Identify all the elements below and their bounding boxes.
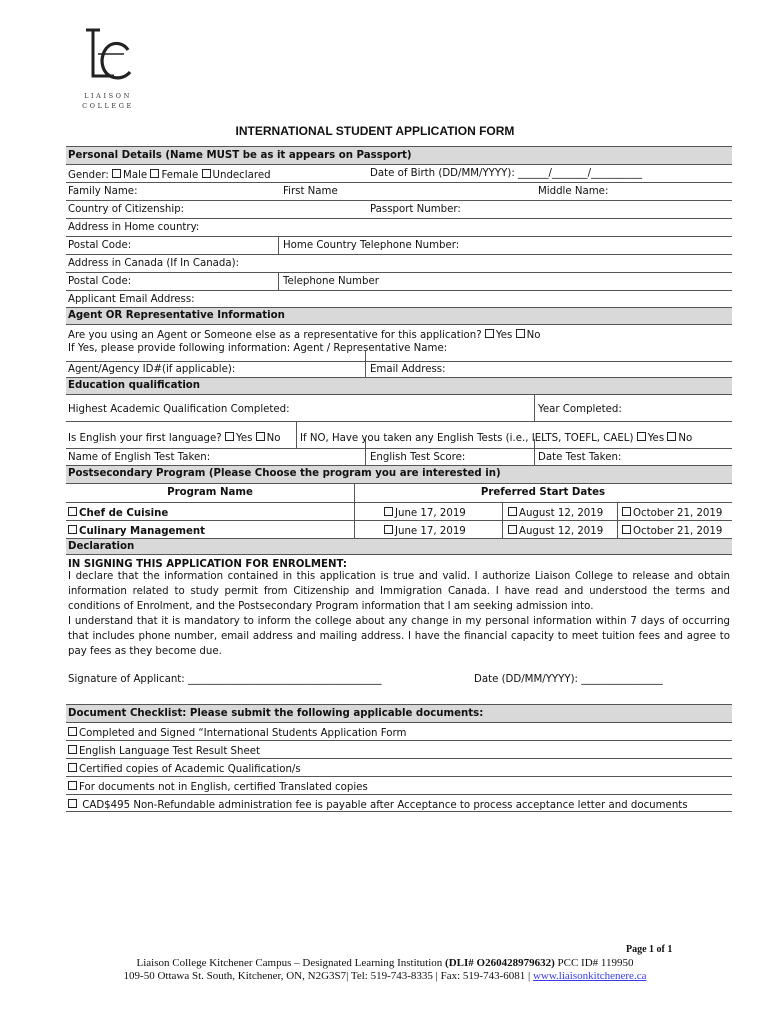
agent-yes-checkbox[interactable] [485, 329, 494, 338]
agent-no-checkbox[interactable] [516, 329, 525, 338]
start-date-option [508, 507, 603, 519]
english-first-language [68, 432, 281, 444]
october-checkbox[interactable] [622, 525, 631, 534]
section-title: Document Checklist: Please submit the following applicable documents: [68, 708, 484, 719]
divider [278, 273, 279, 290]
checklist-option [68, 727, 406, 739]
checklist-checkbox[interactable] [68, 727, 77, 736]
agent-question-row [66, 324, 732, 361]
postal-row [66, 236, 732, 254]
middle-name-field[interactable]: Middle Name: [538, 186, 609, 197]
divider [534, 439, 535, 465]
divider [617, 503, 618, 520]
start-date-option [622, 507, 722, 519]
june-checkbox[interactable] [384, 525, 393, 534]
program-name: Chef de Cuisine [79, 508, 169, 519]
logo-line-1: LIAISON [84, 92, 132, 100]
start-date: June 17, 2019 [395, 526, 466, 537]
footer-pcc: PCC ID# 119950 [554, 957, 634, 969]
start-date-option [384, 507, 466, 519]
checklist-checkbox[interactable] [68, 781, 77, 790]
checklist-option [68, 745, 260, 757]
website-link[interactable]: www.liaisonkitchenere.ca [532, 970, 647, 982]
checklist-checkbox[interactable] [68, 799, 77, 808]
program-name: Culinary Management [79, 526, 206, 537]
home-address-field[interactable]: Address in Home country: [68, 222, 200, 233]
telephone-field[interactable]: Telephone Number [283, 276, 379, 287]
start-date: June 17, 2019 [395, 508, 466, 519]
declaration-header [66, 538, 732, 554]
education-header [66, 377, 732, 394]
home-phone-field[interactable]: Home Country Telephone Number: [283, 240, 460, 251]
program-row-culinary [66, 520, 732, 538]
agency-row [66, 361, 732, 377]
applicant-email-field[interactable]: Applicant Email Address: [68, 294, 195, 305]
divider [365, 351, 366, 377]
english-test-row [66, 448, 732, 465]
english-no-checkbox[interactable] [256, 432, 265, 441]
name-row [66, 182, 732, 200]
highest-qualification-field[interactable]: Highest Academic Qualification Completed: [68, 404, 290, 415]
program-row-chef [66, 502, 732, 520]
form-title: INTERNATIONAL STUDENT APPLICATION FORM [235, 124, 515, 138]
august-checkbox[interactable] [508, 525, 517, 534]
checklist-item [66, 794, 732, 812]
college-logo [78, 26, 138, 110]
august-checkbox[interactable] [508, 507, 517, 516]
passport-number-field[interactable]: Passport Number: [370, 204, 461, 215]
divider [296, 422, 297, 448]
family-name-field[interactable]: Family Name: [68, 186, 138, 197]
postal-code-field[interactable]: Postal Code: [68, 240, 132, 251]
lc-monogram-icon [78, 26, 138, 88]
section-title: Education qualification [68, 380, 201, 391]
tests-no-checkbox[interactable] [667, 432, 676, 441]
checklist-text: CAD$495 Non-Refundable administration fee is payable after Acceptance to process acceptance letter and documents [82, 800, 688, 811]
personal-details-header [66, 146, 732, 164]
footer-campus: Liaison College Kitchener Campus – Designated Learning Institution [136, 957, 446, 969]
citizenship-row [66, 200, 732, 218]
start-date: October 21, 2019 [633, 526, 723, 537]
tests-yes-checkbox[interactable] [637, 432, 646, 441]
signature-field[interactable]: Signature of Applicant: ______________________________________ [68, 674, 382, 685]
checklist-checkbox[interactable] [68, 763, 77, 772]
english-first-text: Is English your first language? [68, 433, 222, 444]
divider [354, 503, 355, 520]
canada-address-row [66, 254, 732, 272]
no-label: No [526, 330, 541, 341]
start-date: October 21, 2019 [633, 508, 723, 519]
checklist-option [68, 781, 368, 793]
undeclared-checkbox[interactable] [202, 169, 211, 178]
undeclared-label: Undeclared [212, 170, 271, 181]
checklist-option [68, 799, 688, 811]
male-label: Male [123, 170, 148, 181]
no-label: No [678, 433, 693, 444]
date-of-birth-field[interactable]: Date of Birth (DD/MM/YYYY): ______/_______/__________ [370, 168, 643, 179]
divider [502, 503, 503, 520]
yes-label: Yes [647, 433, 665, 444]
english-yes-checkbox[interactable] [225, 432, 234, 441]
program-name-column: Program Name [167, 487, 253, 498]
declaration-paragraph-2: I understand that it is mandatory to inform the college about any change in my personal information within 7 days of occurring that includes phone number, email address and mailing address. I have the financial capacity to meet tuition fees and agree to pay fees as they become due. [68, 616, 730, 657]
footer-address: 109-50 Ottawa St. South, Kitchener, ON, N2G3S7| Tel: 519-743-8335 | Fax: 519-743-6081 | [123, 970, 533, 982]
start-date-option [622, 525, 722, 537]
canada-postal-code-field[interactable]: Postal Code: [68, 276, 132, 287]
section-title: Personal Details (Name MUST be as it appears on Passport) [68, 150, 412, 161]
checklist-item [66, 776, 732, 794]
agent-header [66, 307, 732, 324]
english-row [66, 421, 732, 448]
program-header [66, 465, 732, 483]
footer-line-2 [0, 970, 770, 982]
section-title: Agent OR Representative Information [68, 310, 285, 321]
citizenship-field[interactable]: Country of Citizenship: [68, 204, 185, 215]
agent-question-text: Are you using an Agent or Someone else as a representative for this application? [68, 330, 482, 341]
divider [365, 439, 366, 465]
checklist-text: English Language Test Result Sheet [79, 746, 261, 757]
logo-line-2: COLLEGE [82, 102, 134, 110]
divider [278, 237, 279, 254]
start-date: August 12, 2019 [519, 508, 604, 519]
english-tests-text: If NO, Have you taken any English Tests (i.e., IELTS, TOEFL, CAEL) [300, 433, 634, 444]
divider [617, 521, 618, 538]
test-score-field[interactable]: English Test Score: [370, 452, 466, 463]
program-option [68, 525, 205, 537]
english-tests-question [300, 432, 692, 444]
canada-address-field[interactable]: Address in Canada (If In Canada): [68, 258, 240, 269]
yes-label: Yes [235, 433, 253, 444]
start-date-option [508, 525, 603, 537]
gender-row [66, 164, 732, 182]
start-dates-column: Preferred Start Dates [480, 487, 606, 498]
gender-field [68, 169, 271, 181]
divider [534, 395, 535, 421]
culinary-management-checkbox[interactable] [68, 525, 77, 534]
checklist-item [66, 722, 732, 740]
qualification-row [66, 394, 732, 421]
checklist-text: Certified copies of Academic Qualification/s [79, 764, 301, 775]
home-address-row [66, 218, 732, 236]
start-date-option [384, 525, 466, 537]
section-title: Postsecondary Program (Please Choose the program you are interested in) [68, 468, 501, 479]
divider [502, 521, 503, 538]
year-completed-field[interactable]: Year Completed: [538, 404, 622, 415]
female-checkbox[interactable] [150, 169, 159, 178]
agent-email-field[interactable]: Email Address: [370, 364, 446, 375]
female-label: Female [161, 170, 199, 181]
checklist-text: Completed and Signed “International Students Application Form [79, 728, 407, 739]
october-checkbox[interactable] [622, 507, 631, 516]
footer-line-1 [0, 957, 770, 969]
male-checkbox[interactable] [112, 169, 121, 178]
checklist-item [66, 740, 732, 758]
gender-label: Gender: [68, 170, 109, 181]
declaration-body [66, 554, 732, 704]
declaration-subheader: IN SIGNING THIS APPLICATION FOR ENROLMENT: [68, 559, 347, 570]
program-table-header [66, 483, 732, 502]
divider [354, 521, 355, 538]
canada-postal-row [66, 272, 732, 290]
test-name-field[interactable]: Name of English Test Taken: [68, 452, 211, 463]
declaration-paragraph-1: I declare that the information contained in this application is true and valid. I authorize Liaison College to release and obtain information related to study permit from Citizenship and Immigration Canada. I have read and understood the terms and conditions of Enrolment, and the Postsecondary Program information that I am seeking admission into. [68, 571, 730, 612]
footer-dli: (DLI# O260428979632) [445, 957, 555, 969]
checklist-item [66, 758, 732, 776]
checklist-header [66, 704, 732, 722]
yes-label: Yes [495, 330, 513, 341]
test-date-field[interactable]: Date Test Taken: [538, 452, 622, 463]
agency-id-field[interactable]: Agent/Agency ID#(if applicable): [68, 364, 236, 375]
checklist-option [68, 763, 301, 775]
first-name-field[interactable]: First Name [283, 186, 338, 197]
checklist-checkbox[interactable] [68, 745, 77, 754]
agent-name-field[interactable]: If Yes, please provide following information: Agent / Representative Name: [68, 343, 448, 354]
program-option [68, 507, 168, 519]
june-checkbox[interactable] [384, 507, 393, 516]
checklist-text: For documents not in English, certified Translated copies [79, 782, 368, 793]
section-title: Declaration [68, 541, 135, 552]
start-date: August 12, 2019 [519, 526, 604, 537]
declaration-date-field[interactable]: Date (DD/MM/YYYY): ________________ [474, 674, 663, 685]
agent-question [68, 329, 540, 341]
chef-de-cuisine-checkbox[interactable] [68, 507, 77, 516]
no-label: No [266, 433, 281, 444]
application-form [66, 146, 732, 812]
page-number: Page 1 of 1 [626, 944, 673, 955]
email-row [66, 290, 732, 307]
